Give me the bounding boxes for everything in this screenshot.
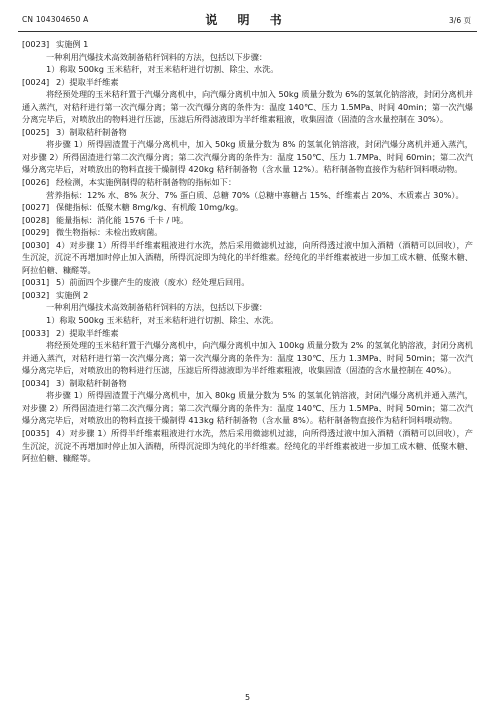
paragraph-text: 实施例 2	[56, 289, 89, 300]
paragraph-number: [0029]	[22, 227, 50, 238]
paragraph-text: 将经预处理的玉米秸秆置于汽爆分离机中，向汽爆分离机中加入 100kg 质量分数为 2% 的氢氧化钠溶液，封闭分离机并通入蒸汽，对秸秆进行第一次汽爆分离；第一次汽爆分离的条件为：温度 130℃、压力 1.3MPa、时间 50min；第一次汽爆分离完毕后，对喷放出的物料进行压滤，压滤后所得滤液即为半纤维素粗液，收集固渣（固渣的含水量控制在 40%）。	[22, 340, 473, 376]
paragraph-number: [0030]	[22, 239, 50, 250]
page-header	[18, 9, 477, 32]
paragraph-number: [0035]	[22, 427, 50, 438]
paragraph-text: 将步骤 1）所得固渣置于汽爆分离机中，加入 80kg 质量分数为 5% 的氢氧化钠溶液，封闭汽爆分离机并通入蒸汽，对步骤 2）所得固渣进行第二次汽爆分离；第二次汽爆分离的条件为：温度 140℃、压力 1.5MPa、时间 50min；第二次汽爆分离完毕后，对喷放出的物料直接干燥制得 413kg 秸秆制备物（含水量 8%）。秸秆制备物直接作为秸秆饲料喂动物。	[22, 390, 473, 426]
numbered-paragraph	[22, 201, 473, 214]
numbered-paragraph	[22, 38, 473, 51]
paragraph-text: 1）称取 500kg 玉米秸秆，对玉米秸秆进行切割、除尘、水洗。	[46, 315, 279, 326]
numbered-paragraph	[22, 214, 473, 227]
numbered-paragraph	[22, 327, 473, 340]
paragraph-number: [0033]	[22, 327, 50, 338]
document-body	[22, 38, 473, 465]
paragraph	[22, 314, 473, 327]
document-number: CN 104304650 A	[22, 15, 89, 24]
numbered-paragraph	[22, 427, 473, 465]
paragraph-text: 一种利用汽爆技术高效制备秸秆饲料的方法，包括以下步骤：	[46, 302, 268, 313]
page-number: 5	[244, 693, 251, 702]
paragraph-number: [0023]	[22, 39, 50, 49]
paragraph	[22, 88, 473, 126]
paragraph-text: 能量指标：消化能 1576 千卡 / 吨。	[56, 214, 189, 225]
paragraph-text: 5）前面四个步骤产生的废液（废水）经处理后回用。	[56, 277, 250, 288]
paragraph	[22, 63, 473, 76]
paragraph-text: 一种利用汽爆技术高效制备秸秆饲料的方法，包括以下步骤：	[46, 51, 268, 62]
numbered-paragraph	[22, 226, 473, 239]
numbered-paragraph	[22, 289, 473, 302]
paragraph-number: [0025]	[22, 126, 50, 137]
paragraph-text: 3）制取秸秆制备物	[56, 126, 127, 137]
paragraph-number: [0027]	[22, 202, 50, 213]
paragraph-text: 营养指标：12% 水、8% 灰分、7% 蛋白质、总糖 70%（总糖中寡糖占 15%、纤维素占 20%、木质素占 30%）。	[46, 189, 464, 200]
numbered-paragraph	[22, 126, 473, 139]
paragraph-number: [0032]	[22, 289, 50, 300]
numbered-paragraph	[22, 76, 473, 89]
paragraph-number: [0028]	[22, 214, 50, 225]
paragraph-text: 1）称取 500kg 玉米秸秆，对玉米秸秆进行切割、除尘、水洗。	[46, 64, 279, 75]
paragraph	[22, 389, 473, 427]
page-indicator: 3/6 页	[449, 16, 471, 25]
paragraph-number: [0026]	[22, 177, 50, 188]
numbered-paragraph	[22, 377, 473, 390]
paragraph-text: 2）提取半纤维素	[56, 327, 119, 338]
document-title: 说 明 书	[205, 13, 290, 27]
paragraph-text: 将步骤 1）所得固渣置于汽爆分离机中，加入 50kg 质量分数为 8% 的氢氧化钠溶液，封闭汽爆分离机并通入蒸汽，对步骤 2）所得固渣进行第二次汽爆分离；第二次汽爆分离的条件为：温度 150℃、压力 1.7MPa、时间 60min；第二次汽爆分离完毕后，对喷放出的物料直接干燥制得 420kg 秸秆制备物（含水量 12%）。秸秆制备物直接作为秸秆饲料喂动物。	[22, 139, 473, 175]
paragraph	[22, 51, 473, 64]
paragraph-text: 经检测，本实施例制得的秸秆制备物的指标如下：	[56, 177, 237, 188]
numbered-paragraph	[22, 239, 473, 277]
numbered-paragraph	[22, 276, 473, 289]
paragraph	[22, 301, 473, 314]
paragraph-text: 2）提取半纤维素	[56, 76, 119, 87]
numbered-paragraph	[22, 176, 473, 189]
paragraph-text: 4）对步骤 1）所得半纤维素粗液进行水洗，然后采用微滤机过滤，向所得透过液中加入酒精（酒精可以回收），产生沉淀，沉淀不再增加时停止加入酒精，所得沉淀即为纯化的半纤维素。经纯化的半纤维素被进一步加工成木糖、低聚木糖、阿拉伯糖、糠醛等。	[22, 239, 473, 275]
paragraph-number: [0034]	[22, 377, 50, 388]
paragraph-text: 3）制取秸秆制备物	[56, 377, 127, 388]
paragraph-text: 保健指标：低聚木糖 8mg/kg、有机酸 10mg/kg。	[56, 202, 244, 213]
paragraph-text: 将经预处理的玉米秸秆置于汽爆分离机中，向汽爆分离机中加入 50kg 质量分数为 6%的氢氧化钠溶液，封闭分离机并通入蒸汽，对秸秆进行第一次汽爆分离；第一次汽爆分离的条件为：温度 140℃、压力 1.5MPa、时间 40min；第一次汽爆分离完毕后，对喷放出的物料进行压滤，压滤后所得滤液即为半纤维素粗液，收集固渣（固渣的含水量控制在 30%）。	[22, 89, 473, 125]
paragraph-number: [0024]	[22, 76, 50, 87]
paragraph-text: 实施例 1	[56, 39, 89, 49]
paragraph	[22, 138, 473, 176]
paragraph-text: 微生物指标：未检出致病菌。	[56, 227, 163, 238]
paragraph	[22, 339, 473, 377]
paragraph-number: [0031]	[22, 277, 50, 288]
paragraph-text: 4）对步骤 1）所得半纤维素粗液进行水洗，然后采用微滤机过滤，向所得透过液中加入酒精（酒精可以回收），产生沉淀，沉淀不再增加时停止加入酒精，所得沉淀即为纯化的半纤维素。经纯化的半纤维素被进一步加工成木糖、低聚木糖、阿拉伯糖、糠醛等。	[22, 427, 473, 464]
paragraph	[22, 189, 473, 202]
